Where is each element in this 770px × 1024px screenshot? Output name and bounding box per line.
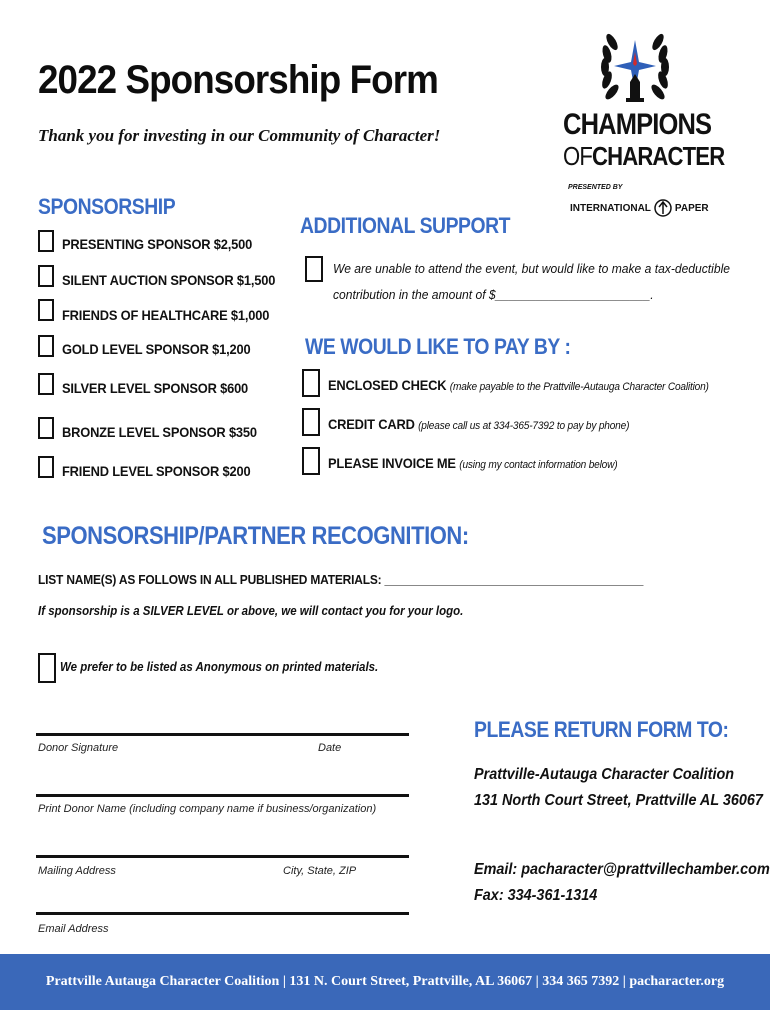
ip-left: INTERNATIONAL — [570, 202, 651, 214]
presented-by: PRESENTED BY — [568, 184, 623, 191]
enclosed-check-note: (make payable to the Prattville-Autauga Character Coalition) — [449, 381, 709, 393]
email-address-label: Email Address — [38, 923, 109, 935]
enclosed-check-label: ENCLOSED CHECK — [328, 377, 447, 393]
silver-level-label: SILVER LEVEL SPONSOR $600 — [62, 380, 249, 396]
list-names-field[interactable]: LIST NAME(S) AS FOLLOWS IN ALL PUBLISHED MATERIALS: ________________________________________ — [38, 572, 644, 587]
logo-of: OF — [563, 141, 592, 171]
gold-level-checkbox[interactable] — [38, 335, 54, 357]
anonymous-checkbox[interactable] — [38, 653, 56, 683]
additional-support-text — [333, 256, 730, 308]
print-name-label: Print Donor Name (including company name if business/organization) — [38, 803, 377, 815]
gold-level-label: GOLD LEVEL SPONSOR $1,200 — [62, 341, 251, 357]
return-address-block — [474, 762, 770, 814]
credit-card-checkbox[interactable] — [302, 408, 320, 436]
return-fax: Fax: 334-361-1314 — [474, 887, 598, 904]
invoice-label: PLEASE INVOICE ME — [328, 455, 456, 471]
sponsorship-heading: SPONSORSHIP — [38, 194, 176, 219]
presenting-sponsor-checkbox[interactable] — [38, 230, 54, 252]
ip-mark-icon — [654, 199, 672, 217]
logo-champions: CHAMPIONS — [563, 108, 712, 141]
enclosed-check-checkbox[interactable] — [302, 369, 320, 397]
donor-signature-line[interactable] — [36, 733, 409, 736]
return-heading: PLEASE RETURN FORM TO: — [474, 717, 729, 742]
anonymous-label: We prefer to be listed as Anonymous on printed materials. — [60, 660, 379, 674]
print-name-line[interactable] — [36, 794, 409, 797]
credit-card-label: CREDIT CARD — [328, 416, 415, 432]
friends-of-healthcare-label: FRIENDS OF HEALTHCARE $1,000 — [62, 307, 270, 323]
additional-support-checkbox[interactable] — [305, 256, 323, 282]
pay-by-heading: WE WOULD LIKE TO PAY BY : — [305, 334, 571, 359]
ip-right: PAPER — [674, 202, 709, 214]
logo-character: CHARACTER — [591, 141, 725, 171]
presenting-sponsor-label: PRESENTING SPONSOR $2,500 — [62, 236, 253, 252]
additional-line-2: contribution in the amount of $_______________________. — [333, 287, 654, 302]
friend-level-checkbox[interactable] — [38, 456, 54, 478]
logo-note: If sponsorship is a SILVER LEVEL or above, we will contact you for your logo. — [38, 604, 464, 618]
champions-logo — [560, 22, 725, 222]
friend-level-label: FRIEND LEVEL SPONSOR $200 — [62, 463, 251, 479]
additional-line-1: We are unable to attend the event, but would like to make a tax-deductible — [333, 261, 730, 276]
bronze-level-checkbox[interactable] — [38, 417, 54, 439]
mailing-address-line[interactable] — [36, 855, 409, 858]
bronze-level-label: BRONZE LEVEL SPONSOR $350 — [62, 424, 257, 440]
date-label: Date — [318, 742, 342, 754]
return-email[interactable]: Email: pacharacter@prattvillechamber.com — [474, 861, 770, 878]
invoice-checkbox[interactable] — [302, 447, 320, 475]
silent-auction-label: SILENT AUCTION SPONSOR $1,500 — [62, 272, 276, 288]
friends-of-healthcare-checkbox[interactable] — [38, 299, 54, 321]
invoice-note: (using my contact information below) — [459, 459, 618, 471]
footer-text: Prattville Autauga Character Coalition | 131 N. Court Street, Prattville, AL 36067 | 334 365 7392 | pacharacter.org — [45, 974, 725, 989]
international-paper-logo — [570, 198, 710, 218]
enclosed-check-option — [328, 377, 709, 393]
donor-signature-label: Donor Signature — [38, 742, 119, 754]
credit-card-option — [328, 416, 629, 432]
laurel-emblem-icon — [560, 22, 710, 117]
logo-of-character — [563, 141, 724, 172]
silver-level-checkbox[interactable] — [38, 373, 54, 395]
return-address: 131 North Court Street, Prattville AL 36067 — [474, 792, 763, 809]
mailing-address-label: Mailing Address — [38, 865, 116, 877]
city-state-zip-label: City, State, ZIP — [283, 865, 357, 877]
page-title: 2022 Sponsorship Form — [38, 58, 438, 102]
additional-support-heading: ADDITIONAL SUPPORT — [300, 213, 511, 238]
silent-auction-checkbox[interactable] — [38, 265, 54, 287]
credit-card-note: (please call us at 334-365-7392 to pay by phone) — [418, 420, 630, 432]
page-subtitle: Thank you for investing in our Community of Character! — [38, 126, 441, 145]
footer-bar — [0, 954, 770, 1010]
email-address-line[interactable] — [36, 912, 409, 915]
invoice-option — [328, 455, 617, 471]
return-org: Prattville-Autauga Character Coalition — [474, 766, 735, 783]
recognition-heading: SPONSORSHIP/PARTNER RECOGNITION: — [42, 522, 469, 550]
return-contact-block — [474, 857, 770, 909]
